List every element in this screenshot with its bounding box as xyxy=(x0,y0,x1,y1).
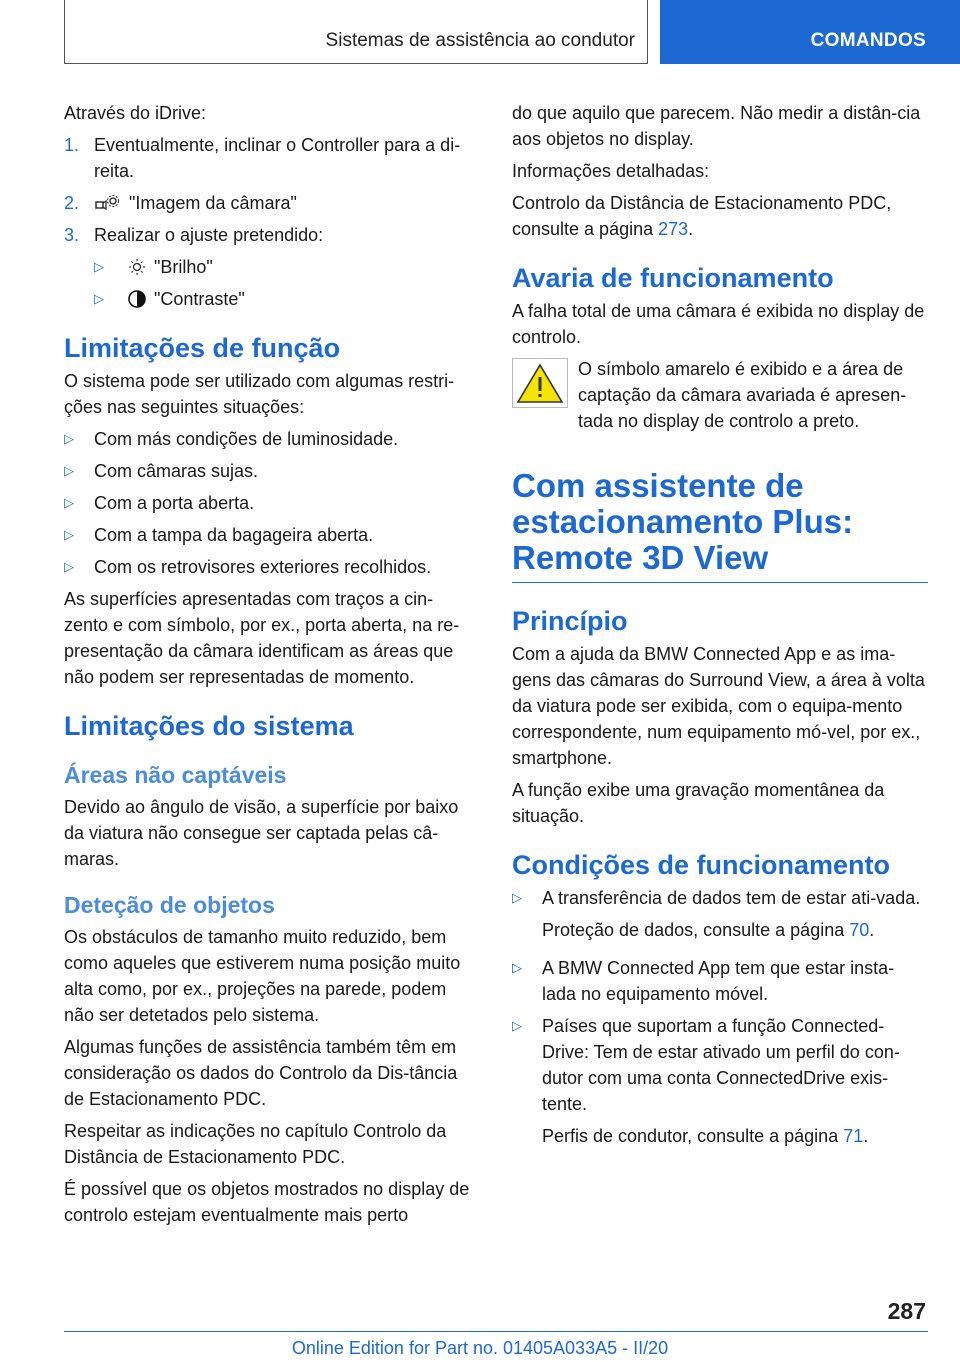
triangle-bullet-icon: ▷ xyxy=(512,1018,522,1033)
intro-text: Através do iDrive: xyxy=(64,103,207,123)
triangle-bullet-icon: ▷ xyxy=(64,495,74,510)
text-principio-2: A função exibe uma gravação momentânea da situação. xyxy=(512,780,885,826)
triangle-bullet-icon: ▷ xyxy=(64,463,74,478)
triangle-bullet-icon: ▷ xyxy=(512,960,522,975)
text-limitacoes-funcao: O sistema pode ser utilizado com algumas restri-ções nas seguintes situações: xyxy=(64,371,455,417)
bullet-item: ▷ Com os retrovisores exteriores recolhidos. xyxy=(64,554,476,580)
right-column xyxy=(512,100,928,1161)
condition-item-2: ▷ A BMW Connected App tem que estar insta-lada no equipamento móvel. xyxy=(512,955,928,1007)
text-warning: O símbolo amarelo é exibido e a área de captação da câmara avariada é apresen-tada no display de controlo a preto. xyxy=(578,359,907,431)
heading-limitacoes-funcao: Limitações de função xyxy=(64,333,341,363)
text-detecao-4: É possível que os objetos mostrados no display de controlo estejam eventualmente mais perto xyxy=(64,1179,470,1225)
step-1: 1. Eventualmente, inclinar o Controller para a di-reita. xyxy=(64,135,461,181)
brightness-icon xyxy=(124,256,150,278)
heading-condicoes: Condições de funcionamento xyxy=(512,850,891,880)
text-detecao-2: Algumas funções de assistência também têm em consideração os dados do Controlo da Dis-tância de Estacionamento PDC. xyxy=(64,1037,458,1109)
condition-item-1: ▷ A transferência de dados tem de estar ati-vada. Proteção de dados, consulte a página 70. xyxy=(512,885,928,949)
contrast-icon xyxy=(124,288,150,310)
triangle-bullet-icon: ▷ xyxy=(64,527,74,542)
heading-avaria: Avaria de funcionamento xyxy=(512,263,834,293)
header-section-label: COMANDOS xyxy=(810,30,926,51)
text-detecao-3: Respeitar as indicações no capítulo Controlo da Distância de Estacionamento PDC. xyxy=(64,1121,447,1167)
triangle-bullet-icon: ▷ xyxy=(94,259,104,274)
page-number: 287 xyxy=(887,1298,926,1324)
step-2: 2. "Imagem da câmara" xyxy=(64,190,476,216)
text-principio-1: Com a ajuda da BMW Connected App e as ima-gens das câmaras do Surround View, a área à volta da viatura pode ser exibida, com o equipa-mento correspondente, num equipamento mó-vel, por ex., smartphone. xyxy=(512,644,925,768)
text-avaria: A falha total de uma câmara é exibida no display de controlo. xyxy=(512,301,925,347)
header-left-frame xyxy=(64,0,648,64)
page-link-273[interactable]: 273 xyxy=(658,219,689,239)
text-superficies: As superfícies apresentadas com traços a cin-zento e com símbolo, por ex., porta aberta, na re-presentação da câmara identificam as áreas que não podem ser representadas de momento. xyxy=(64,589,460,687)
left-column xyxy=(64,100,476,1234)
triangle-bullet-icon: ▷ xyxy=(94,291,104,306)
triangle-bullet-icon: ▷ xyxy=(512,890,522,905)
triangle-bullet-icon: ▷ xyxy=(64,431,74,446)
camera-settings-icon xyxy=(94,193,120,215)
header-section-tab xyxy=(660,0,960,64)
text-info-detalhadas: Informações detalhadas: xyxy=(512,161,710,181)
heading-limitacoes-sistema: Limitações do sistema xyxy=(64,711,354,741)
substep-brightness: ▷ "Brilho" xyxy=(94,254,476,280)
heading-areas-nao-captaveis: Áreas não captáveis xyxy=(64,762,287,788)
step-3: 3. Realizar o ajuste pretendido: xyxy=(64,225,324,245)
heading-remote-3d-view: Com assistente de estacionamento Plus: Remote 3D View xyxy=(512,467,854,576)
page-link-71[interactable]: 71 xyxy=(843,1126,864,1146)
heading-principio: Princípio xyxy=(512,606,628,636)
text-continuation: do que aquilo que parecem. Não medir a distân-cia aos objetos no display. xyxy=(512,103,921,149)
substep-contrast: ▷ "Contraste" xyxy=(94,286,476,312)
footer-edition: Online Edition for Part no. 01405A033A5 - II/20 xyxy=(291,1338,669,1358)
text-areas: Devido ao ângulo de visão, a superfície por baixo da viatura não consegue ser captada pelas câ-maras. xyxy=(64,797,459,869)
heading-detecao-objetos: Deteção de objetos xyxy=(64,892,275,918)
header-title: Sistemas de assistência ao condutor xyxy=(325,30,635,51)
bullet-item: ▷ Com a porta aberta. xyxy=(64,490,476,516)
bullet-item: ▷ Com a tampa da bagageira aberta. xyxy=(64,522,476,548)
page-link-70[interactable]: 70 xyxy=(849,920,870,940)
condition-item-3: ▷ Países que suportam a função Connected-Drive: Tem de estar ativado um perfil do con-dutor com uma conta ConnectedDrive exis-tente. Perfis de condutor, consulte a página 71. xyxy=(512,1013,928,1155)
bullet-item: ▷ Com câmaras sujas. xyxy=(64,458,476,484)
bullet-item: ▷ Com más condições de luminosidade. xyxy=(64,426,476,452)
chapter-heading-block xyxy=(512,468,928,583)
text-detecao-1: Os obstáculos de tamanho muito reduzido, bem como aqueles que estiverem numa posição muito alta como, por ex., projeções na parede, podem não ser detetados pelo sistema. xyxy=(64,927,461,1025)
footer-divider xyxy=(64,1331,928,1332)
warning-triangle-icon xyxy=(512,358,568,408)
triangle-bullet-icon: ▷ xyxy=(64,559,74,574)
text-pdc-ref: Controlo da Distância de Estacionamento PDC, consulte a página 273. xyxy=(512,193,892,239)
warning-note xyxy=(512,356,928,434)
